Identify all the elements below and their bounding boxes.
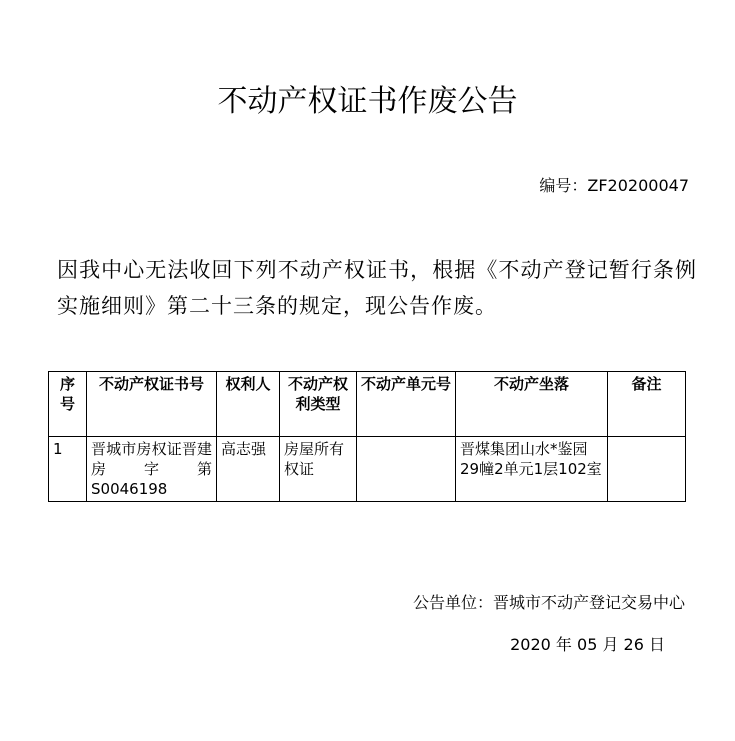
cell-unit-no — [357, 437, 456, 502]
cell-owner: 高志强 — [217, 437, 280, 502]
header-unit-no: 不动产单元号 — [357, 372, 456, 437]
header-owner: 权利人 — [217, 372, 280, 437]
cell-right-type: 房屋所有权证 — [280, 437, 357, 502]
issuing-unit: 公告单位：晋城市不动产登记交易中心 — [412, 593, 685, 612]
header-location: 不动产坐落 — [456, 372, 608, 437]
table-row — [49, 437, 686, 502]
table-header-row — [49, 372, 686, 437]
header-right-type: 不动产权利类型 — [280, 372, 357, 437]
cell-cert-no: 晋城市房权证晋建房字第S0046198 — [87, 437, 217, 502]
header-remarks: 备注 — [608, 372, 686, 437]
announcement-text: 因我中心无法收回下列不动产权证书，根据《不动产登记暂行条例实施细则》第二十三条的规定，现公告作废。 — [57, 258, 697, 318]
cell-location: 晋煤集团山水*鉴园29幢2单元1层102室 — [456, 437, 608, 502]
header-seq: 序号 — [49, 372, 87, 437]
document-number: 编号：ZF20200047 — [539, 176, 689, 195]
cell-remarks — [608, 437, 686, 502]
page-title: 不动产权证书作废公告 — [217, 84, 518, 119]
announcement-date: 2020 年 05 月 26 日 — [510, 635, 665, 654]
header-cert-no: 不动产权证书号 — [87, 372, 217, 437]
certificate-table — [48, 371, 686, 502]
cell-seq: 1 — [49, 437, 87, 502]
